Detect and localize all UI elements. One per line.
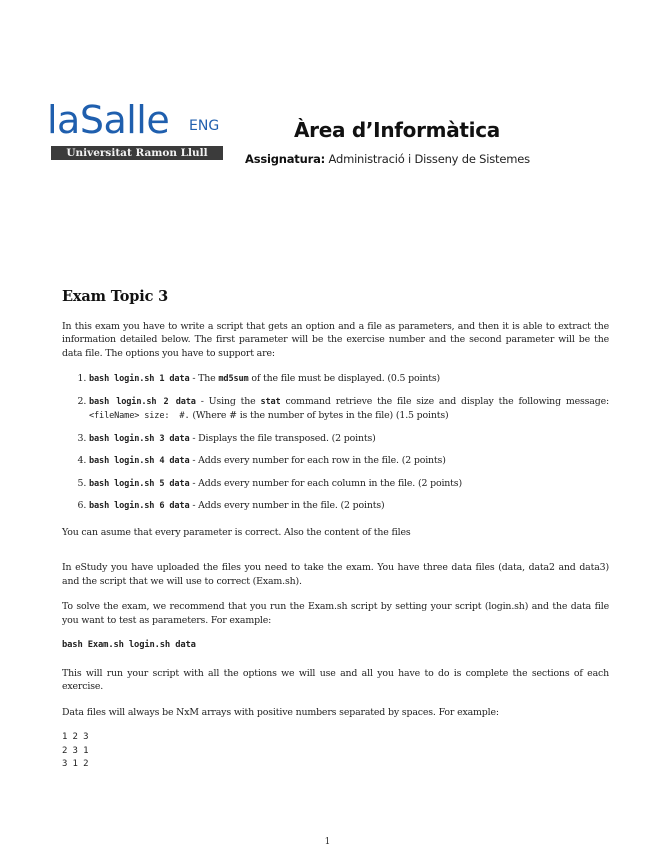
- page-number: 1: [324, 837, 331, 847]
- spacer: [62, 551, 609, 561]
- logo-eng-label: ENG: [189, 118, 220, 134]
- exercise-text: of the file must be displayed. (0.5 points): [248, 373, 441, 384]
- lasalle-logo: [47, 98, 227, 164]
- logo-university-bar: Universitat Ramon Llull: [51, 146, 223, 160]
- subject-label: Assignatura:: [245, 152, 326, 166]
- intro-paragraph: In this exam you have to write a script that gets an option and a file as parameters, and then it is able to extract the information detailed below. The first parameter will be the exercise number and the second parameter will be the data file. The options you have to support are:: [62, 320, 609, 359]
- matrix-row: 3 1 2: [62, 759, 89, 769]
- exercise-text: - Adds every number for each row in the file. (2 points): [189, 455, 446, 466]
- exercise-text: - Adds every number in the file. (2 points): [189, 500, 385, 511]
- exercise-item-5: [89, 477, 609, 492]
- message-format: <fileName> size: #.: [89, 411, 190, 421]
- logo-wordmark: laSalle: [47, 98, 170, 142]
- exercise-item-6: [89, 499, 609, 514]
- data-note-paragraph: Data files will always be NxM arrays with positive numbers separated by spaces. For example:: [62, 706, 499, 718]
- exercise-command: bash login.sh 3 data: [89, 433, 190, 444]
- inline-code: md5sum: [218, 374, 249, 384]
- exercise-command: bash login.sh 2 data: [89, 396, 196, 407]
- estudy-paragraph: In eStudy you have uploaded the files you need to take the exam. You have three data files (data, data2 and data3) and the script that we will use to correct (Exam.sh).: [62, 562, 609, 587]
- exercise-command: bash login.sh 5 data: [89, 478, 190, 489]
- matrix-row: 2 3 1: [62, 745, 89, 756]
- exercise-item-3: [89, 432, 609, 447]
- exercise-text: (Where # is the number of bytes in the file) (1.5 points): [189, 410, 449, 421]
- exercise-item-2: [89, 395, 609, 424]
- exercise-text: command retrieve the file size and display the following message:: [280, 395, 610, 407]
- exercise-text: - Displays the file transposed. (2 points): [189, 432, 376, 444]
- assume-paragraph: You can asume that every parameter is correct. Also the content of the files: [62, 526, 411, 538]
- exercise-item-1: [89, 372, 609, 387]
- subject-value: Administració i Disseny de Sistemes: [328, 152, 530, 166]
- subject-line: [245, 152, 530, 166]
- exercise-command: bash login.sh 6 data: [89, 501, 190, 511]
- exercise-command: bash login.sh 4 data: [89, 456, 190, 466]
- exercise-command: bash login.sh 1 data: [89, 374, 190, 384]
- document-body: [62, 290, 609, 772]
- exercise-item-4: [89, 454, 609, 469]
- exercise-text: - Using the: [195, 395, 261, 407]
- example-command: bash Exam.sh login.sh data: [62, 640, 196, 650]
- exercise-text: - Adds every number for each column in the file. (2 points): [189, 477, 462, 489]
- run-note-paragraph: This will run your script with all the options we will use and all you have to do is complete the sections of each exercise.: [62, 667, 609, 692]
- department-title: Àrea d’Informàtica: [294, 118, 500, 142]
- example-matrix: [62, 731, 609, 772]
- exercise-list: [62, 372, 609, 514]
- exercise-text: - The: [189, 373, 219, 384]
- matrix-row: 1 2 3: [62, 732, 89, 742]
- exam-title: Exam Topic 3: [62, 288, 169, 305]
- inline-code: stat: [260, 396, 281, 407]
- solve-paragraph: To solve the exam, we recommend that you run the Exam.sh script by setting your script (login.sh) and the data file you want to test as parameters. For example:: [62, 601, 609, 626]
